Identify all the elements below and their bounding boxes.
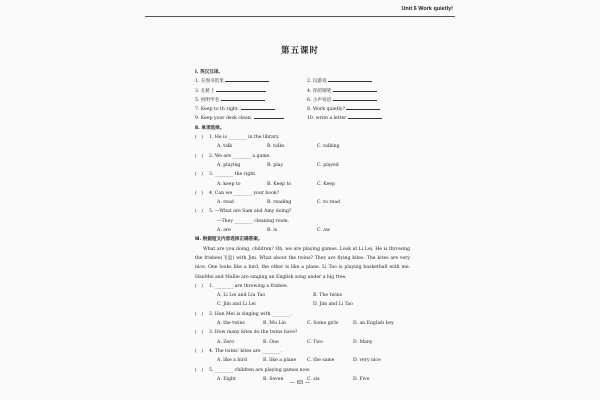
answer-blank[interactable] [254,114,284,119]
option[interactable]: C. Jim and Li Lei [217,302,256,308]
unit-title: Unit 6 Work quietly! [401,6,453,12]
translate-row [195,77,410,86]
question: ( ) 2. We are ________ a game. [195,152,410,161]
reading-passage: What are you doing, children? Oh, we are playing games. Look at Li Lei, He is throwing the frisbee(飞盘) with Jim. What about the twins? They are flying kites. The kites are very nice. One looks like a bird, the other is like a plane. Li Tao is playing basketball with me. HanMei and Mallie are singing an English song under a big tree. [195,246,410,280]
option[interactable]: A. talk [217,144,233,150]
options-row [195,319,410,328]
answer-paren[interactable]: ( ) [195,209,203,215]
answer-paren[interactable]: ( ) [195,135,203,141]
page-header [145,6,455,17]
option[interactable]: B. talks [267,144,285,150]
translate-row [195,87,410,96]
answer-blank[interactable] [221,96,265,101]
option[interactable]: C. Two [307,339,323,345]
answer-blank[interactable] [216,87,266,92]
option[interactable]: A. read [217,200,234,206]
option[interactable]: C. Keep [317,181,335,187]
worksheet-content [195,68,410,384]
page-number: — 65 — [289,380,311,386]
question: ( ) 1. He is ________ in the library. [195,133,410,142]
option[interactable]: B. Keep to [267,181,292,187]
translate-item: 1. 在图书馆里 [195,79,224,85]
answer-blank[interactable] [241,105,275,110]
answer-blank[interactable] [333,87,377,92]
option[interactable]: D. Jim and Li Tao [313,302,353,308]
option[interactable]: D. Five [353,376,370,382]
option[interactable]: B. is [267,228,278,234]
answer-blank[interactable] [346,105,380,110]
translate-row [195,105,410,114]
translate-item: 8. Work quietly? [307,107,345,113]
answer-paren[interactable]: ( ) [195,311,203,317]
question-line-2: —They ________ cleaning room. [217,218,290,224]
question: ( ) 5. ________ children are playing games now. [195,366,410,375]
translate-row [195,96,410,105]
translate-item: 5. 检明学名 [195,97,220,103]
option[interactable]: B. The twins [313,293,343,299]
translate-item: 9. Keep your desk clean. [195,116,253,122]
translate-item: 4. 你的钢笔 [307,88,332,94]
option[interactable]: B. Seven [263,376,284,382]
option[interactable]: C. to read [317,200,340,206]
option[interactable]: A. Eight [217,376,236,382]
option[interactable]: D. Many [353,339,373,345]
option[interactable]: C. played [317,162,339,168]
options-row [195,300,410,309]
option[interactable]: A. the twins [217,321,245,327]
options-row [195,291,410,300]
option[interactable]: B. Mu Lin [263,321,286,327]
option[interactable]: B. reading [267,200,292,206]
answer-paren[interactable]: ( ) [195,330,203,336]
option[interactable]: D. an English boy [353,321,394,327]
answer-paren[interactable]: ( ) [195,172,203,178]
options-row [195,198,410,207]
option[interactable]: A. playing [217,162,241,168]
translate-item: 6. 小声说话 [307,97,332,103]
options-row [195,142,410,151]
answer-blank[interactable] [333,96,377,101]
options-row [195,338,410,347]
answer-blank[interactable] [348,114,382,119]
section-3-heading: Ⅲ. 根据短文内容选择正确答案。 [195,237,263,243]
option[interactable]: A. keep to [217,181,241,187]
question: ( ) 3. ________ the right. [195,170,410,179]
translate-item: 7. Keep to th right. [195,107,240,113]
answer-paren[interactable]: ( ) [195,348,203,354]
answer-paren[interactable]: ( ) [195,153,203,159]
translate-item: 3. 在桥上 [195,88,215,94]
section-2-heading: Ⅱ. 单项选择。 [195,125,225,131]
translate-row [195,114,410,123]
question: ( ) 4. The twins' kites are ________. [195,347,410,356]
option[interactable]: B. play [267,162,284,168]
answer-paren[interactable]: ( ) [195,367,203,373]
option[interactable]: A. like a bird [217,358,247,364]
answer-paren[interactable]: ( ) [195,190,203,196]
option[interactable]: C. Some girls [307,321,339,327]
question: ( ) 1. ________ are throwing a frisbee. [195,282,410,291]
question: ( ) 4. Can we ________ your book? [195,189,410,198]
answer-blank[interactable] [328,77,372,82]
question: ( ) 3. How many kites do the twins have? [195,328,410,337]
option[interactable]: C. the same [307,358,335,364]
lesson-title: 第五课时 [280,46,319,56]
question: ( ) 5. —What are Sam and Amy doing? [195,207,410,216]
section-1-heading: Ⅰ. 英汉互译。 [195,70,224,75]
options-row [195,161,410,170]
option[interactable]: A. Li Lei and Liu Tao [217,293,266,299]
option[interactable]: C. aw [317,228,330,234]
option[interactable]: C. six [307,376,320,382]
options-row [195,356,410,365]
answer-paren[interactable]: ( ) [195,283,203,289]
option[interactable]: B. like a plane [263,358,297,364]
translate-item: 10. write a letter [307,116,347,122]
options-row [195,226,410,235]
option[interactable]: D. very nice [353,358,381,364]
translate-item: 2. 玩游戏 [307,79,327,85]
answer-blank[interactable] [225,77,269,82]
option[interactable]: A. are [217,228,231,234]
question: ( ) 2. Han Mei is singing with ________. [195,310,410,319]
options-row [195,180,410,189]
option[interactable]: B. One [263,339,279,345]
option[interactable]: C. talking [317,144,340,150]
option[interactable]: A. Zero [217,339,235,345]
